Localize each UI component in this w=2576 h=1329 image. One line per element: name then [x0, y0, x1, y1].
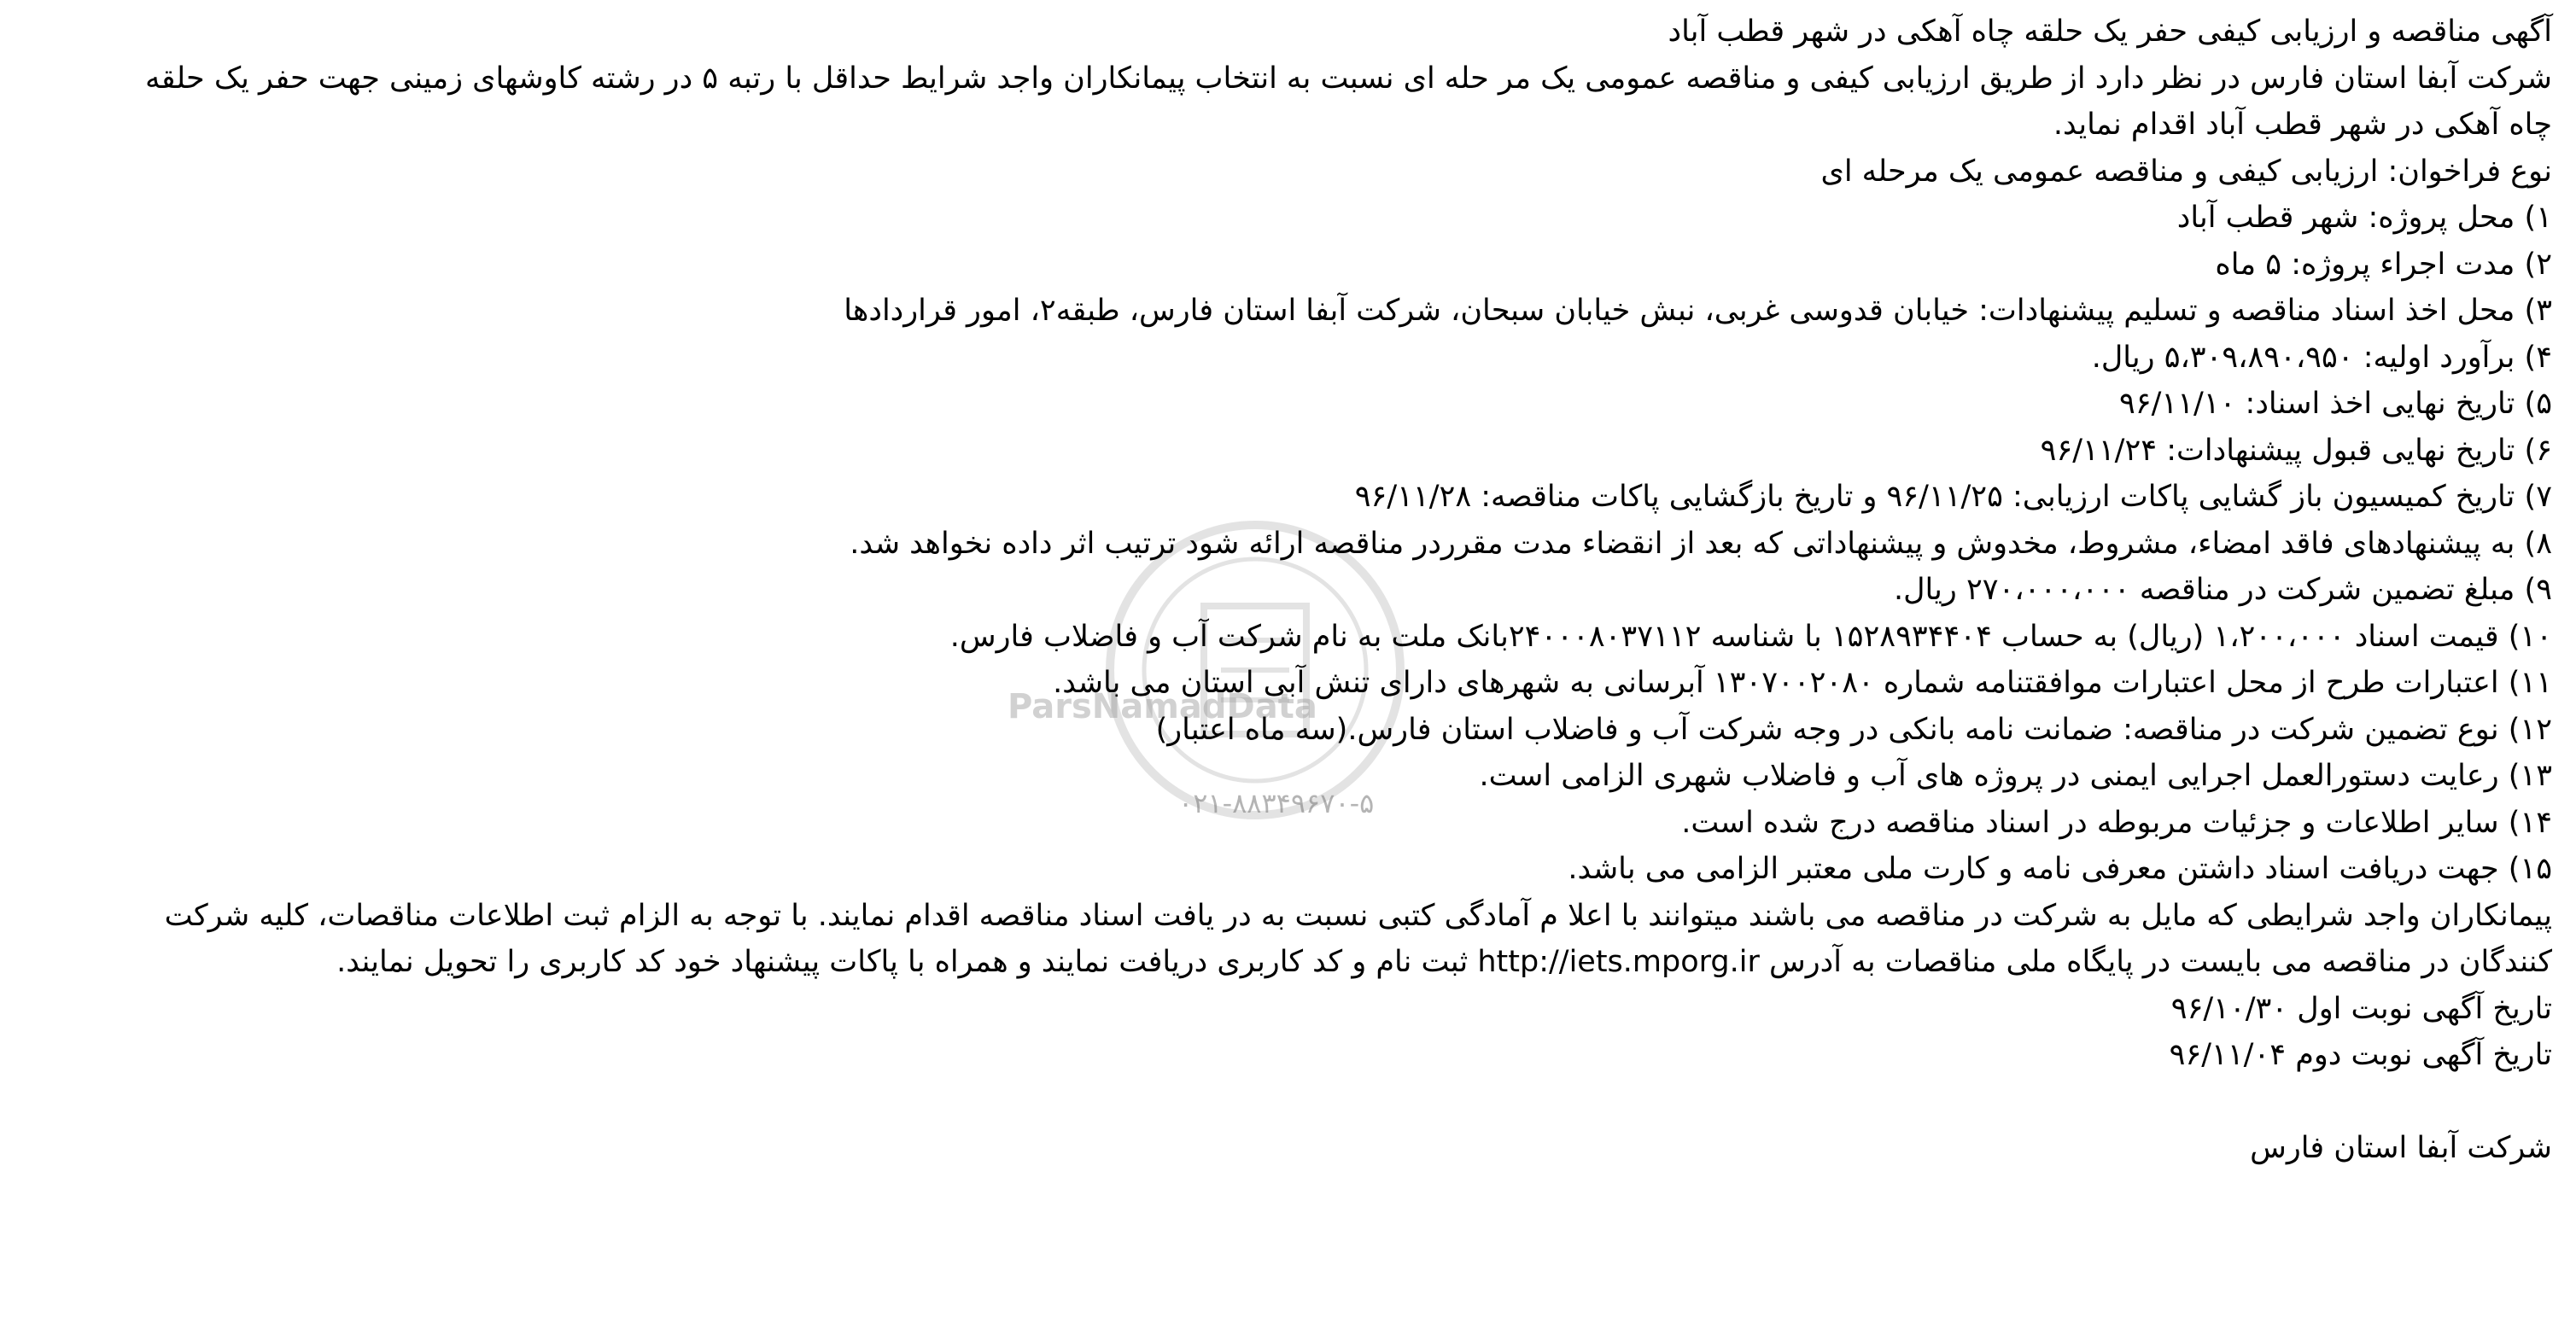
notice-item: ۶) تاریخ نهایی قبول پیشنهادات: ۹۶/۱۱/۲۴ [2040, 433, 2552, 468]
notice-item: ۱) محل پروژه: شهر قطب آباد [2176, 201, 2552, 235]
notice-item: ۵) تاریخ نهایی اخذ اسناد: ۹۶/۱۱/۱۰ [2119, 387, 2552, 421]
notice-item: ۱۰) قیمت اسناد ۱،۲۰۰،۰۰۰ (ریال) به حساب ۱۵۲۸۹۳۴۴۰۴ با شناسه ۲۴۰۰۰۸۰۳۷۱۱۲بانک ملت به نام شرکت آب و فاضلاب فارس. [949, 619, 2552, 654]
notice-title: آگهی مناقصه و ارزیابی کیفی حفر یک حلقه چاه آهکی در شهر قطب آباد [1668, 15, 2552, 49]
notice-item: ۹) مبلغ تضمین شرکت در مناقصه ۲۷۰،۰۰۰،۰۰۰ ریال. [1893, 573, 2552, 607]
notice-closing: پیمانکاران واجد شرایطی که مایل به شرکت در مناقصه می باشند میتوانند با اعلا م آمادگی کتبی نسبت به در یافت اسناد مناقصه اقدام نمایند. با توجه به الزام ثبت اطلاعات مناقصات، کلیه شرکت کنندگان در مناقصه می بایست در پایگاه ملی مناقصات به آدرس http://iets.mporg.ir ثبت نام و کد کاربری دریافت نمایند و همراه با پاکات پیشنهاد خود کد کاربری را تحویل نمایند. [164, 898, 2552, 979]
notice-item: ۸) به پیشنهادهای فاقد امضاء، مشروط، مخدوش و پیشنهاداتی که بعد از انقضاء مدت مقرردر مناقصه ارائه شود ترتیب اثر داده نخواهد شد. [850, 526, 2552, 561]
watermark-brand: ParsNamadData [1008, 687, 1317, 726]
notice-item: ۱۲) نوع تضمین شرکت در مناقصه: ضمانت نامه بانکی در وجه شرکت آب و فاضلاب استان فارس.(سه ماه اعتبار) [1155, 712, 2552, 747]
publish-date-first: تاریخ آگهی نوبت اول ۹۶/۱۰/۳۰ [2170, 991, 2552, 1026]
notice-item: ۲) مدت اجراء پروژه: ۵ ماه [2215, 247, 2552, 282]
notice-call-type: نوع فراخوان: ارزیابی کیفی و مناقصه عمومی یک مرحله ای [1820, 154, 2552, 189]
tender-notice [93, 9, 2552, 1172]
notice-item: ۱۵) جهت دریافت اسناد داشتن معرفی نامه و کارت ملی معتبر الزامی می باشد. [1568, 852, 2552, 886]
notice-item: ۳) محل اخذ اسناد مناقصه و تسلیم پیشنهادات: خیابان قدوسی غربی، نبش خیابان سبحان، شرکت آبفا استان فارس، طبقه۲، امور قراردادها [844, 294, 2552, 328]
notice-item: ۷) تاریخ کمیسیون باز گشایی پاکات ارزیابی: ۹۶/۱۱/۲۵ و تاریخ بازگشایی پاکات مناقصه: ۹۶/۱۱/۲۸ [1354, 480, 2552, 514]
notice-item: ۱۳) رعایت دستورالعمل اجرایی ایمنی در پروژه های آب و فاضلاب شهری الزامی است. [1479, 759, 2552, 793]
watermark-phone: ۰۲۱-۸۸۳۴۹۶۷۰-۵ [1178, 787, 1375, 819]
notice-item: ۱۱) اعتبارات طرح از محل اعتبارات موافقتنامه شماره ۱۳۰۷۰۰۲۰۸۰ آبرسانی به شهرهای دارای تنش آبی استان می باشد. [1053, 666, 2552, 700]
notice-intro: شرکت آبفا استان فارس در نظر دارد از طریق ارزیابی کیفی و مناقصه عمومی یک مر حله ای نسبت به انتخاب پیمانکاران واجد شرایط حداقل با رتبه ۵ در رشته کاوشهای زمینی جهت حفر یک حلقه چاه آهکی در شهر قطب آباد اقدام نماید. [145, 61, 2552, 142]
spacer [93, 1079, 2552, 1126]
notice-item: ۱۴) سایر اطلاعات و جزئیات مربوطه در اسناد مناقصه درج شده است. [1681, 805, 2552, 840]
notice-item: ۴) برآورد اولیه: ۵،۳۰۹،۸۹۰،۹۵۰ ریال. [2091, 340, 2552, 375]
company-signature: شرکت آبفا استان فارس [2250, 1131, 2552, 1165]
publish-date-second: تاریخ آگهی نوبت دوم ۹۶/۱۱/۰۴ [2169, 1038, 2552, 1072]
